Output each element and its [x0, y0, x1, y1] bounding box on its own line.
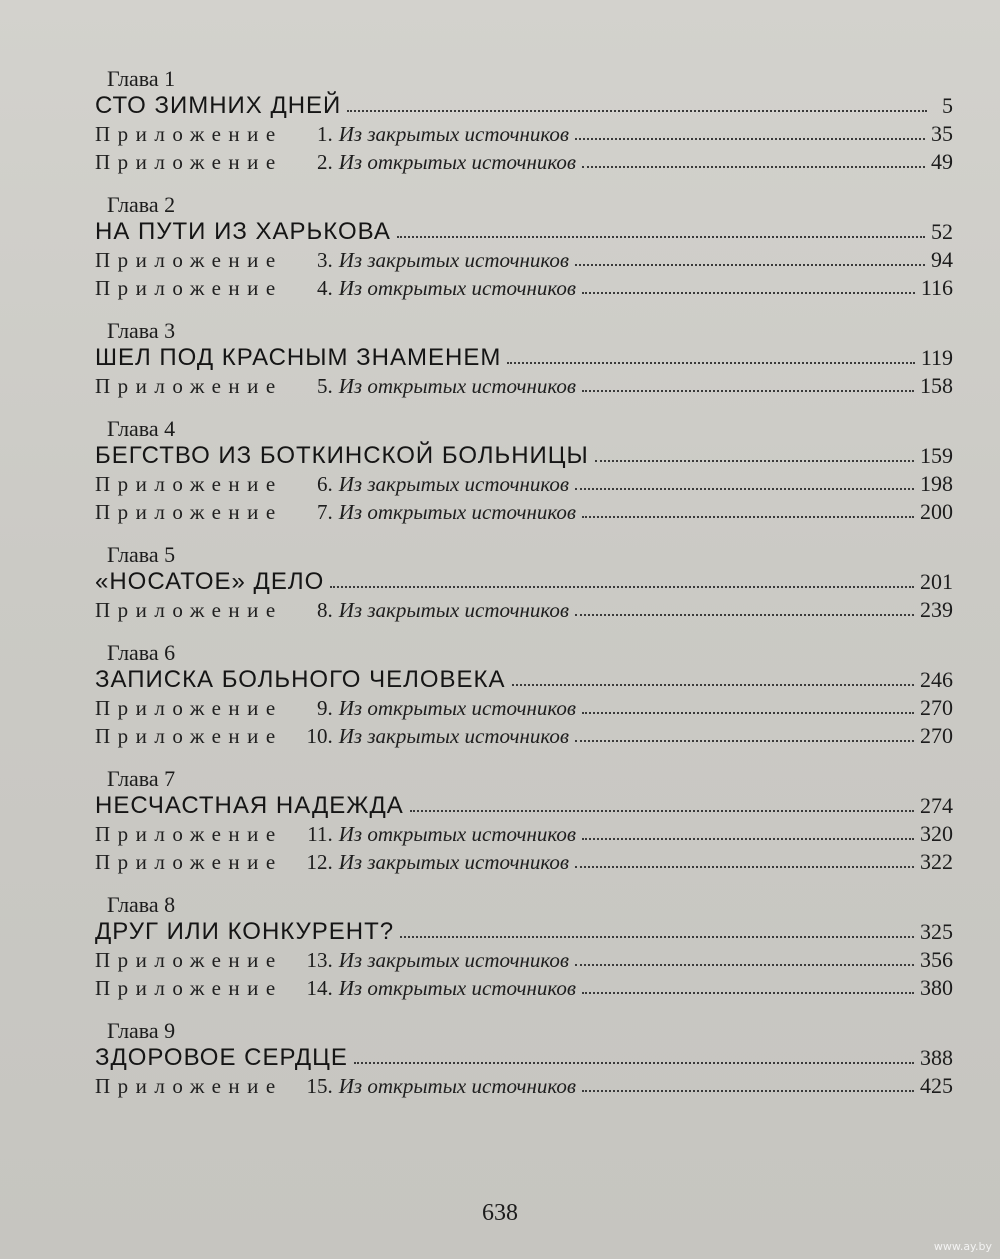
- appendix-word: Приложение: [95, 248, 283, 272]
- chapter-page: 52: [931, 219, 953, 244]
- dot-leader: [575, 607, 914, 616]
- appendix-page: 239: [920, 597, 953, 622]
- chapter-title: ЗДОРОВОЕ СЕРДЦЕ: [95, 1044, 348, 1071]
- dot-leader: [582, 159, 925, 168]
- chapter-page: 325: [920, 919, 953, 944]
- dot-leader: [347, 103, 927, 112]
- dot-leader: [512, 677, 914, 686]
- chapter-title: БЕГСТВО ИЗ БОТКИНСКОЙ БОЛЬНИЦЫ: [95, 442, 589, 469]
- chapter-page: 388: [920, 1045, 953, 1070]
- appendix-page: 322: [920, 849, 953, 874]
- appendix-source: Из закрытых источников: [338, 948, 570, 972]
- chapter-page: 159: [920, 443, 953, 468]
- appendix-word: Приложение: [95, 472, 283, 496]
- appendix-row: [95, 596, 953, 624]
- dot-leader: [575, 481, 914, 490]
- appendix-row: [95, 1072, 953, 1100]
- appendix-row: [95, 820, 953, 848]
- chapter-title: ЗАПИСКА БОЛЬНОГО ЧЕЛОВЕКА: [95, 666, 506, 693]
- appendix-source: Из открытых источников: [338, 1074, 577, 1098]
- appendix-word: Приложение: [95, 976, 283, 1000]
- appendix-row: [95, 974, 953, 1002]
- chapter-entry: [95, 318, 953, 400]
- chapter-label: Глава 1: [107, 66, 176, 91]
- appendix-number: 14.: [306, 976, 333, 1000]
- appendix-number: 6.: [316, 472, 333, 496]
- dot-leader: [575, 733, 914, 742]
- appendix-number: 5.: [316, 374, 333, 398]
- appendix-number: 9.: [316, 696, 333, 720]
- chapter-entry: [95, 892, 953, 1002]
- chapter-title: ДРУГ ИЛИ КОНКУРЕНТ?: [95, 918, 395, 945]
- appendix-word: Приложение: [95, 948, 283, 972]
- chapter-title-row: [95, 918, 953, 946]
- appendix-page: 158: [920, 373, 953, 398]
- appendix-row: [95, 946, 953, 974]
- appendix-word: Приложение: [95, 276, 283, 300]
- appendix-page: 356: [920, 947, 953, 972]
- watermark: www.ay.by: [933, 1240, 992, 1253]
- chapter-entry: [95, 640, 953, 750]
- dot-leader: [582, 705, 914, 714]
- chapter-page: 274: [920, 793, 953, 818]
- appendix-row: [95, 498, 953, 526]
- dot-leader: [575, 257, 925, 266]
- appendix-source: Из открытых источников: [338, 696, 577, 720]
- chapter-title: СТО ЗИМНИХ ДНЕЙ: [95, 92, 342, 119]
- dot-leader: [595, 453, 914, 462]
- dot-leader: [582, 285, 915, 294]
- appendix-row: [95, 722, 953, 750]
- appendix-source: Из закрытых источников: [338, 598, 570, 622]
- appendix-row: [95, 246, 953, 274]
- appendix-source: Из закрытых источников: [338, 248, 570, 272]
- chapter-entry: [95, 1018, 953, 1100]
- appendix-word: Приложение: [95, 598, 283, 622]
- appendix-row: [95, 148, 953, 176]
- dot-leader: [582, 509, 914, 518]
- table-of-contents: [95, 66, 953, 1116]
- dot-leader: [410, 803, 914, 812]
- chapter-title-row: [95, 1044, 953, 1072]
- appendix-page: 94: [931, 247, 953, 272]
- appendix-page: 200: [920, 499, 953, 524]
- chapter-label: Глава 6: [107, 640, 176, 665]
- appendix-page: 198: [920, 471, 953, 496]
- chapter-label: Глава 7: [107, 766, 176, 791]
- dot-leader: [582, 383, 914, 392]
- appendix-source: Из закрытых источников: [338, 724, 570, 748]
- appendix-word: Приложение: [95, 850, 283, 874]
- chapter-entry: [95, 66, 953, 176]
- chapter-entry: [95, 766, 953, 876]
- appendix-source: Из закрытых источников: [338, 472, 570, 496]
- chapter-entry: [95, 192, 953, 302]
- appendix-row: [95, 274, 953, 302]
- dot-leader: [582, 1083, 914, 1092]
- appendix-source: Из открытых источников: [338, 976, 577, 1000]
- appendix-word: Приложение: [95, 724, 283, 748]
- chapter-title: ШЕЛ ПОД КРАСНЫМ ЗНАМЕНЕМ: [95, 344, 502, 371]
- chapter-label: Глава 4: [107, 416, 176, 441]
- appendix-number: 12.: [306, 850, 333, 874]
- dot-leader: [397, 229, 925, 238]
- appendix-source: Из открытых источников: [338, 150, 577, 174]
- chapter-title: «НОСАТОЕ» ДЕЛО: [95, 568, 325, 595]
- appendix-word: Приложение: [95, 822, 283, 846]
- appendix-word: Приложение: [95, 374, 283, 398]
- appendix-row: [95, 372, 953, 400]
- appendix-row: [95, 694, 953, 722]
- chapter-title-row: [95, 344, 953, 372]
- appendix-number: 2.: [316, 150, 333, 174]
- appendix-page: 49: [931, 149, 953, 174]
- appendix-word: Приложение: [95, 696, 283, 720]
- appendix-number: 3.: [316, 248, 333, 272]
- chapter-page: 246: [920, 667, 953, 692]
- appendix-page: 116: [920, 275, 953, 300]
- chapter-page: 201: [920, 569, 953, 594]
- chapter-title-row: [95, 792, 953, 820]
- appendix-number: 8.: [316, 598, 333, 622]
- dot-leader: [400, 929, 914, 938]
- chapter-title: НЕСЧАСТНАЯ НАДЕЖДА: [95, 792, 404, 819]
- appendix-word: Приложение: [95, 500, 283, 524]
- chapter-title-row: [95, 218, 953, 246]
- page-number: 638: [482, 1200, 518, 1226]
- appendix-page: 425: [920, 1073, 953, 1098]
- appendix-page: 270: [920, 723, 953, 748]
- chapter-label: Глава 5: [107, 542, 176, 567]
- appendix-source: Из открытых источников: [338, 276, 577, 300]
- dot-leader: [507, 355, 914, 364]
- chapter-label: Глава 3: [107, 318, 176, 343]
- chapter-label: Глава 2: [107, 192, 176, 217]
- chapter-title: НА ПУТИ ИЗ ХАРЬКОВА: [95, 218, 391, 245]
- appendix-number: 1.: [316, 122, 333, 146]
- dot-leader: [575, 131, 925, 140]
- appendix-page: 320: [920, 821, 953, 846]
- dot-leader: [575, 859, 914, 868]
- appendix-word: Приложение: [95, 1074, 283, 1098]
- chapter-title-row: [95, 666, 953, 694]
- dot-leader: [354, 1055, 914, 1064]
- appendix-row: [95, 470, 953, 498]
- chapter-page: 5: [942, 93, 953, 118]
- appendix-number: 11.: [307, 822, 333, 846]
- appendix-source: Из открытых источников: [338, 374, 577, 398]
- chapter-page: 119: [920, 345, 953, 370]
- appendix-word: Приложение: [95, 150, 283, 174]
- appendix-page: 270: [920, 695, 953, 720]
- appendix-word: Приложение: [95, 122, 283, 146]
- appendix-row: [95, 848, 953, 876]
- chapter-title-row: [95, 442, 953, 470]
- appendix-source: Из закрытых источников: [338, 850, 570, 874]
- appendix-page: 380: [920, 975, 953, 1000]
- dot-leader: [582, 831, 914, 840]
- appendix-page: 35: [931, 121, 953, 146]
- chapter-entry: [95, 542, 953, 624]
- chapter-label: Глава 9: [107, 1018, 176, 1043]
- appendix-source: Из открытых источников: [338, 822, 577, 846]
- appendix-number: 15.: [306, 1074, 333, 1098]
- appendix-source: Из открытых источников: [338, 500, 577, 524]
- appendix-source: Из закрытых источников: [338, 122, 570, 146]
- chapter-label: Глава 8: [107, 892, 176, 917]
- chapter-title-row: [95, 568, 953, 596]
- appendix-number: 10.: [306, 724, 333, 748]
- appendix-number: 7.: [316, 500, 333, 524]
- chapter-title-row: [95, 92, 953, 120]
- appendix-number: 4.: [316, 276, 333, 300]
- dot-leader: [330, 579, 914, 588]
- appendix-row: [95, 120, 953, 148]
- dot-leader: [575, 957, 914, 966]
- chapter-entry: [95, 416, 953, 526]
- dot-leader: [582, 985, 914, 994]
- appendix-number: 13.: [306, 948, 333, 972]
